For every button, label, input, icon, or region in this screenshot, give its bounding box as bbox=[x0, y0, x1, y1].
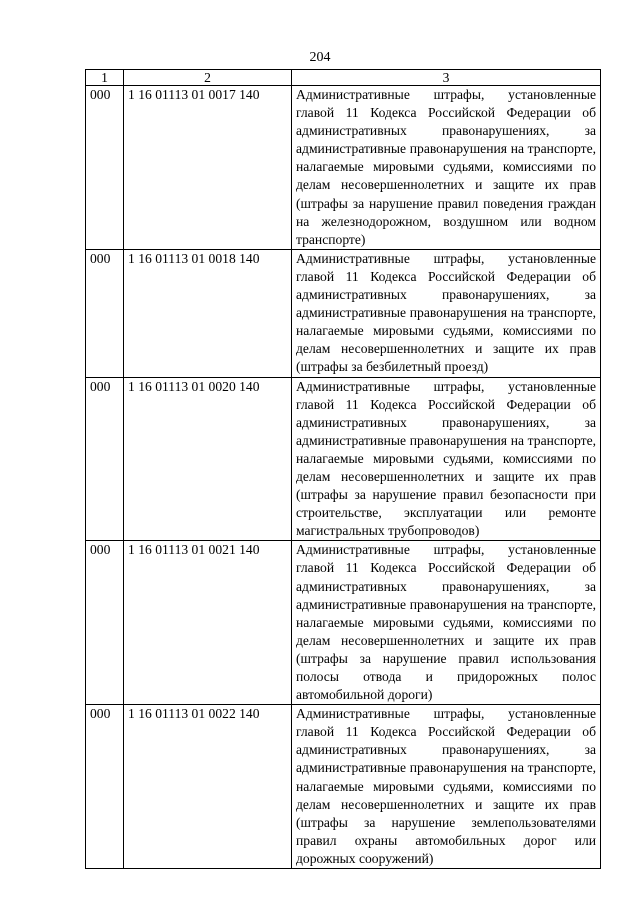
column-header-1: 1 bbox=[86, 70, 124, 86]
description-cell: Административные штрафы, установленные главой 11 Кодекса Российской Федерации об административных правонарушениях, за административные правонарушения на транспорте, налагаемые мировыми судьями, комиссиями по делам несовершеннолетних и защите их прав (штрафы за нарушение правил использования полосы отвода и придорожных полос автомобильной дороги) bbox=[292, 541, 601, 705]
administrator-code-cell: 000 bbox=[86, 86, 124, 250]
budget-code-cell: 1 16 01113 01 0020 140 bbox=[124, 377, 292, 541]
table-header-row bbox=[86, 70, 601, 86]
table-row bbox=[86, 541, 601, 705]
administrator-code-cell: 000 bbox=[86, 249, 124, 377]
table-row bbox=[86, 377, 601, 541]
table-row bbox=[86, 86, 601, 250]
description-cell: Административные штрафы, установленные главой 11 Кодекса Российской Федерации об административных правонарушениях, за административные правонарушения на транспорте, налагаемые мировыми судьями, комиссиями по делам несовершеннолетних и защите их прав (штрафы за нарушение правил безопасности при строительстве, эксплуатации или ремонте магистральных трубопроводов) bbox=[292, 377, 601, 541]
budget-code-cell: 1 16 01113 01 0018 140 bbox=[124, 249, 292, 377]
page-number: 204 bbox=[309, 50, 331, 65]
budget-classification-table bbox=[85, 69, 601, 869]
budget-code-cell: 1 16 01113 01 0017 140 bbox=[124, 86, 292, 250]
table-row bbox=[86, 705, 601, 869]
column-header-3: 3 bbox=[292, 70, 601, 86]
administrator-code-cell: 000 bbox=[86, 377, 124, 541]
budget-code-cell: 1 16 01113 01 0022 140 bbox=[124, 705, 292, 869]
description-cell: Административные штрафы, установленные главой 11 Кодекса Российской Федерации об административных правонарушениях, за административные правонарушения на транспорте, налагаемые мировыми судьями, комиссиями по делам несовершеннолетних и защите их прав (штрафы за нарушение правил поведения граждан на железнодорожном, воздушном или водном транспорте) bbox=[292, 86, 601, 250]
administrator-code-cell: 000 bbox=[86, 541, 124, 705]
budget-code-cell: 1 16 01113 01 0021 140 bbox=[124, 541, 292, 705]
administrator-code-cell: 000 bbox=[86, 705, 124, 869]
column-header-2: 2 bbox=[124, 70, 292, 86]
description-cell: Административные штрафы, установленные главой 11 Кодекса Российской Федерации об административных правонарушениях, за административные правонарушения на транспорте, налагаемые мировыми судьями, комиссиями по делам несовершеннолетних и защите их прав (штрафы за безбилетный проезд) bbox=[292, 249, 601, 377]
description-cell: Административные штрафы, установленные главой 11 Кодекса Российской Федерации об административных правонарушениях, за административные правонарушения на транспорте, налагаемые мировыми судьями, комиссиями по делам несовершеннолетних и защите их прав (штрафы за нарушение землепользователями правил охраны автомобильных дорог или дорожных сооружений) bbox=[292, 705, 601, 869]
table-row bbox=[86, 249, 601, 377]
